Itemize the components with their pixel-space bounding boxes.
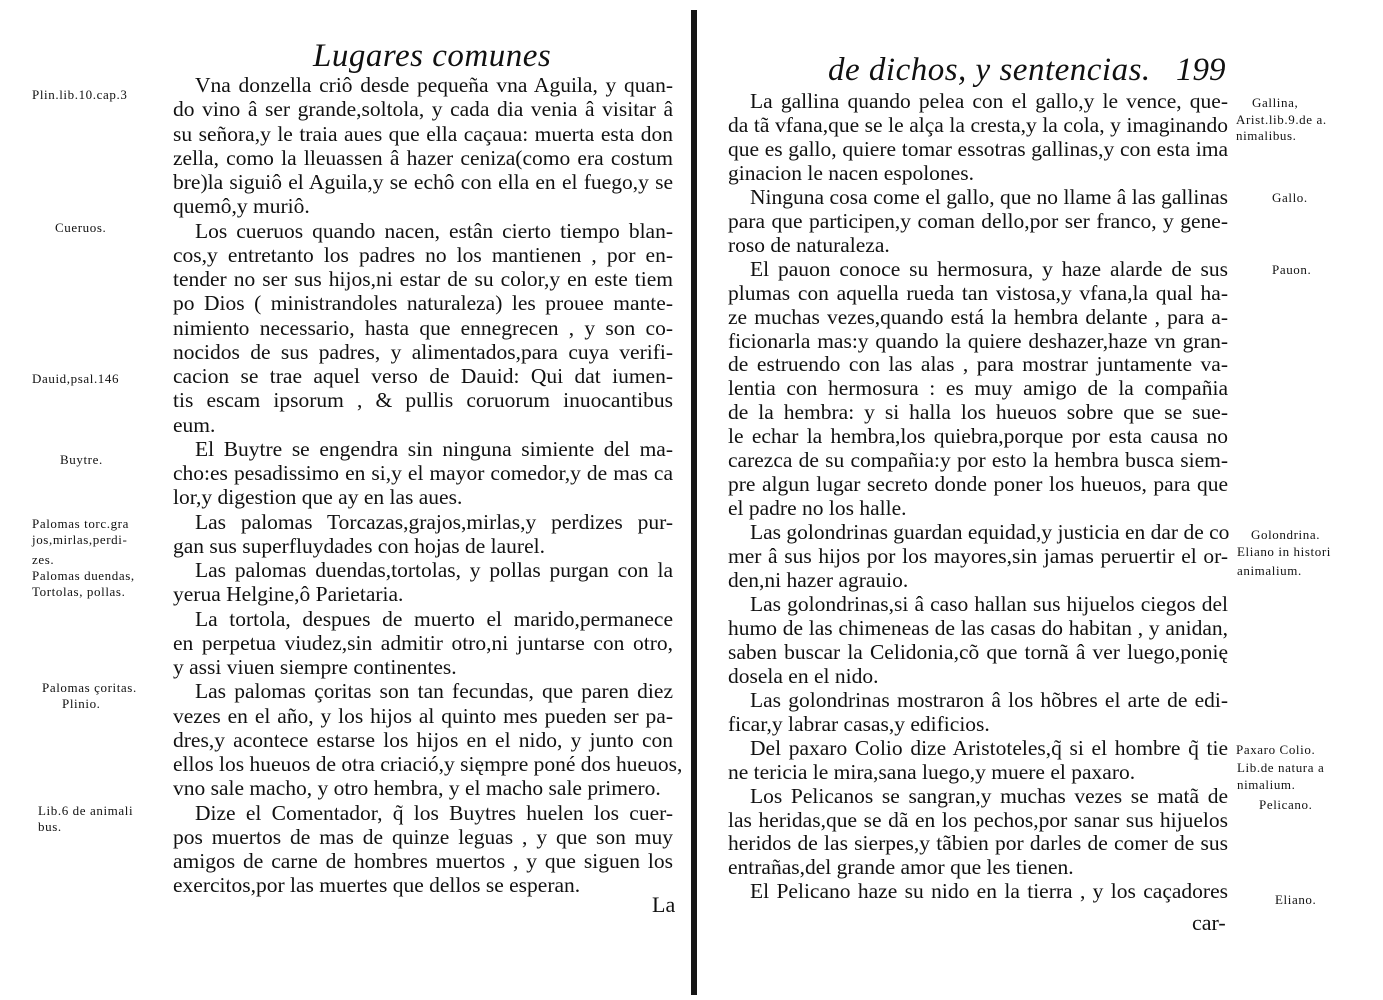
text-line: de estruendo con las alas , para mostrar juntamente va- [728, 352, 1228, 377]
margin-note: Tortolas, pollas. [32, 584, 126, 599]
margin-note: Plin.lib.10.cap.3 [32, 87, 128, 102]
text-line: que es gallo, quiere tomar essotras gallinas,y con esta ima [728, 136, 1228, 161]
margin-note: Palomas torc.gra [32, 516, 129, 531]
book-gutter [688, 0, 700, 1000]
text-line: carezca de su compañia:y por esto la hembra busca siem- [728, 448, 1228, 473]
text-line: La tortola, despues de muerto el marido,permanece [195, 606, 673, 631]
text-line: da tã vfana,que se le alça la cresta,y la cola, y imaginando [728, 112, 1228, 137]
text-line: el padre no los halle. [728, 496, 907, 521]
text-line: ne tericia le mira,sana luego,y muere el paxaro. [728, 759, 1136, 784]
text-line: cos,y entretanto los padres no los mantienen , por en- [173, 242, 673, 267]
text-line: tis escam ipsorum , & pullis coruorum inuocantibus [173, 388, 673, 413]
text-line: po Dios ( ministrandoles naturaleza) les prouee mante- [173, 291, 673, 316]
text-line: roso de naturaleza. [728, 232, 890, 257]
text-line: cho:es pesadissimo en si,y el mayor comedor,y de mas ca [173, 461, 673, 485]
text-line: pre algun lugar secreto donde poner los hueuos, para que [728, 472, 1228, 497]
text-line: para que participen,y coman dello,por ser franco, y gene- [728, 208, 1228, 233]
text-line: ze muchas vezes,quando está la hembra delante , para a- [728, 304, 1228, 329]
margin-note: Plinio. [62, 696, 101, 711]
text-line: Las palomas duendas,tortolas, y pollas purgan con la [195, 558, 673, 582]
text-line: Las palomas çoritas son tan fecundas, que paren diez [195, 679, 673, 704]
text-line: nocidos de sus padres, y alimentados,para cuya verifi- [173, 339, 673, 364]
margin-note: Dauid,psal.146 [32, 371, 120, 386]
text-line: zella, como la lleuassen â hazer ceniza(como era costum [173, 145, 673, 170]
text-line: lentia con hermosura : es muy amigo de la compañia [728, 376, 1228, 401]
margin-note: nimalium. [1237, 777, 1296, 792]
text-line: Las golondrinas mostraron â los hõbres el arte de edi- [750, 687, 1228, 712]
margin-note: animalium. [1237, 563, 1302, 578]
text-line: eum. [173, 412, 216, 437]
text-line: do vino â ser grande,soltola, y cada dia venia â visitar â [173, 97, 673, 122]
text-line: Vna donzella criô desde pequeña vna Aguila, y quan- [195, 73, 673, 97]
margin-note: zes. [32, 552, 55, 567]
text-line: quemô,y muriô. [173, 194, 310, 219]
text-line: El pauon conoce su hermosura, y haze alarde de sus [750, 256, 1228, 281]
margin-note: Eliano. [1275, 892, 1317, 907]
text-line: vno sale macho, y otro hembra, y el macho sale primero. [173, 776, 661, 801]
text-line: entrañas,del grande amor que les tienen. [728, 855, 1074, 880]
text-line: las heridas,que se dã en los pechos,por sanar sus hijuelos [728, 807, 1228, 832]
text-line: heridos de las sierpes,y tãbien por darles de comer de sus [728, 831, 1228, 856]
margin-note: jos,mirlas,perdi- [32, 532, 128, 547]
left-page [0, 0, 688, 1000]
margin-note: Golondrina. [1251, 527, 1321, 542]
page-number: 199 [1176, 52, 1226, 88]
running-head: de dichos, y sentencias. [828, 52, 1151, 88]
text-line: le echar la hembra,los quiebra,porque por esta causa no [728, 424, 1228, 449]
margin-note: Lib.6 de animali [38, 803, 134, 818]
text-line: mer â sus hijos por los mayores,sin jamas peruertir el or- [728, 544, 1228, 569]
text-line: ellos los hueuos de otra criació,y sięmpre poné dos hueuos, [173, 752, 683, 776]
text-line: Las golondrinas guardan equidad,y justicia en dar de co [750, 520, 1230, 545]
text-line: humo de las chimeneas de las casas do habitan , y anidan, [728, 615, 1228, 640]
text-line: ficionarla mas:y quando la quiere deshazer,haze vn gran- [728, 328, 1228, 353]
text-line: cacion se trae aquel verso de Dauid: Qui dat iumen- [173, 364, 673, 388]
margin-note: Pauon. [1272, 262, 1312, 277]
margin-note: nimalibus. [1236, 128, 1297, 143]
text-line: Ninguna cosa come el gallo, que no llame â las gallinas [750, 184, 1228, 209]
margin-note: Lib.de natura a [1237, 760, 1325, 775]
text-line: Las golondrinas,si â caso hallan sus hijuelos ciegos del [750, 591, 1228, 616]
margin-note: Cueruos. [55, 220, 107, 235]
text-line: den,ni hazer agrauio. [728, 568, 909, 592]
text-line: saben buscar la Celidonia,cõ que tornã â ver luego,ponię [728, 639, 1228, 664]
text-line: Las palomas Torcazas,grajos,mirlas,y perdizes pur- [195, 509, 673, 534]
text-line: ficar,y labrar casas,y edificios. [728, 711, 990, 736]
text-line: lor,y digestion que ay en las aues. [173, 485, 463, 510]
margin-note: Gallo. [1272, 190, 1308, 205]
margin-note: Paxaro Colio. [1236, 742, 1316, 757]
gutter-shadow [691, 10, 697, 995]
text-line: amigos de carne de hombres muertos , y que siguen los [173, 849, 673, 873]
text-line: plumas con aquella rueda tan vistosa,y vfana,la qual ha- [728, 280, 1228, 305]
text-line: El Buytre se engendra sin ninguna simiente del ma- [195, 436, 673, 461]
margin-note: Palomas çoritas. [42, 680, 137, 695]
running-head: Lugares comunes [313, 38, 552, 74]
text-line: su señora,y le traia aues que ella caçaua: muerta esta don [173, 121, 673, 146]
text-line: pos muertos de mas de quinze leguas , y que son muy [173, 824, 673, 849]
margin-note: Pelicano. [1259, 797, 1313, 812]
text-line: yerua Helgine,ô Parietaria. [173, 582, 404, 607]
text-line: de la hembra: y si halla los hueuos sobre que se sue- [728, 400, 1228, 425]
margin-note: Eliano in histori [1237, 544, 1331, 559]
text-line: y assi viuen siempre continentes. [173, 655, 457, 679]
text-line: vezes en el año, y los hijos al quinto mes pueden ser pa- [173, 703, 673, 728]
text-line: dosela en el nido. [728, 663, 879, 688]
text-line: tender no ser sus hijos,ni estar de su color,y en este tiem [173, 267, 673, 291]
margin-note: Palomas duendas, [32, 568, 135, 583]
text-line: bre)la siguiô el Aguila,y se echô con ella en el fuego,y se [173, 170, 673, 194]
margin-note: Arist.lib.9.de a. [1236, 112, 1327, 127]
text-line: nimiento necessario, hasta que ennegrecen , y son co- [173, 315, 673, 340]
margin-note: bus. [38, 819, 62, 834]
catchword: car- [1192, 910, 1226, 935]
text-line: exercitos,por las muertes que dellos se esperan. [173, 873, 581, 898]
text-line: La gallina quando pelea con el gallo,y le vence, que- [750, 89, 1228, 113]
text-line: ginacion le nacen espolones. [728, 160, 974, 185]
text-line: gan sus superfluydades con hojas de laurel. [173, 533, 545, 558]
text-line: dres,y acontece estarse los hijos en el nido, y junto con [173, 727, 673, 752]
text-line: Los cueruos quando nacen, estân cierto tiempo blan- [195, 218, 673, 243]
text-line: Los Pelicanos se sangran,y muchas vezes se matã de [750, 783, 1228, 808]
catchword: La [652, 892, 676, 917]
margin-note: Buytre. [60, 452, 103, 467]
right-page [700, 0, 1383, 1000]
text-line: Del paxaro Colio dize Aristoteles,q̃ si el hombre q̃ tie [750, 735, 1228, 760]
text-line: El Pelicano haze su nido en la tierra , y los caçadores [750, 879, 1228, 904]
text-line: en perpetua viudez,sin admitir otro,ni juntarse con otro, [173, 630, 673, 655]
text-line: Dize el Comentador, q̃ los Buytres huelen los cuer- [195, 800, 673, 825]
margin-note: Gallina, [1252, 95, 1299, 110]
